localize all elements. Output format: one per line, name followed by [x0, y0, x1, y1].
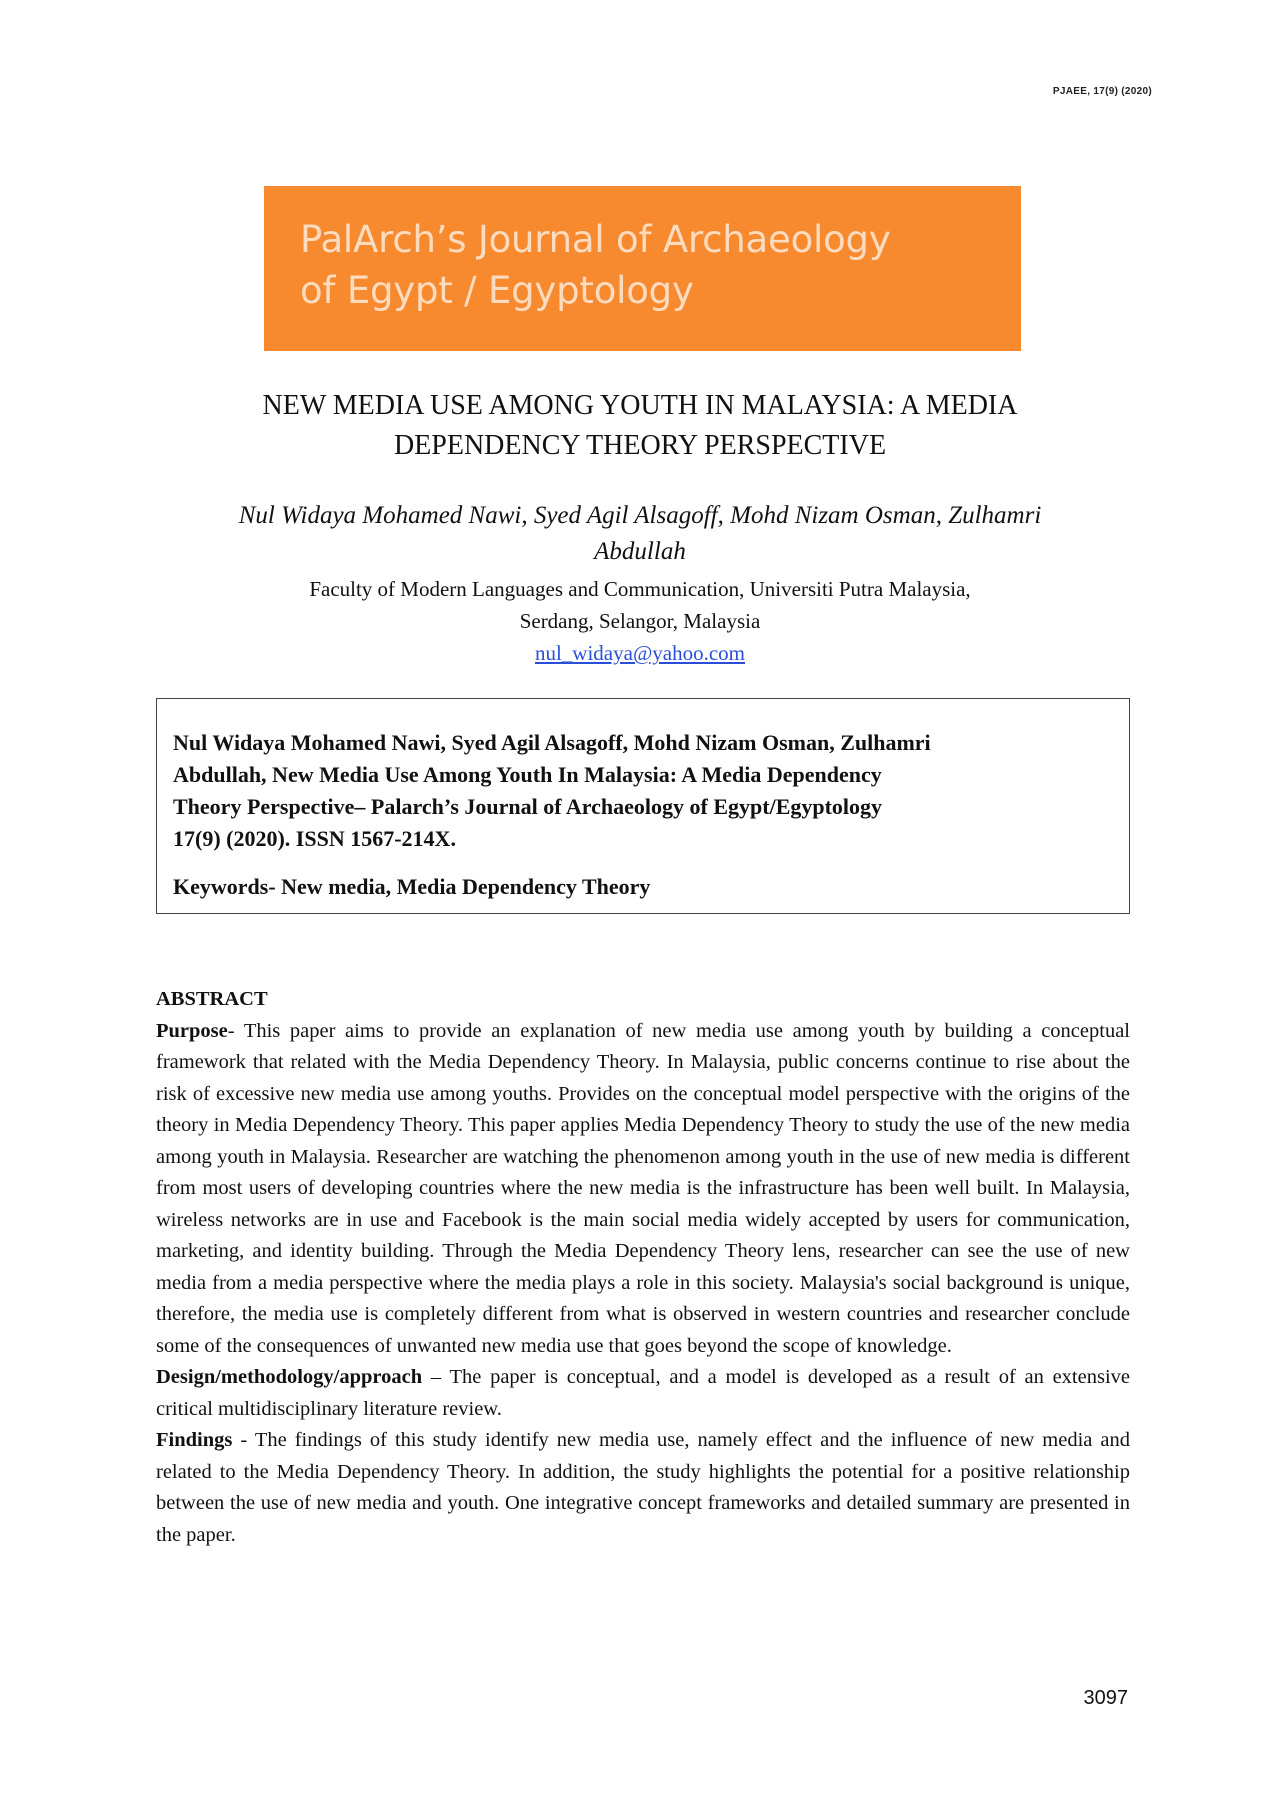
author-list [150, 498, 1130, 570]
purpose-text: - This paper aims to provide an explanation of new media use among youth by building a conceptual framework that related with the Media Dependency Theory. In Malaysia, public concerns continue to rise about the risk of excessive new media use among youths. Provides on the conceptual model perspective with the origins of the theory in Media Dependency Theory. This paper applies Media Dependency Theory to study the use of the new media among youth in Malaysia. Researcher are watching the phenomenon among youth in the use of new media is different from most users of developing countries where the new media is the infrastructure has been well built. In Malaysia, wireless networks are in use and Facebook is the main social media widely accepted by users for communication, marketing, and identity building. Through the Media Dependency Theory lens, researcher can see the use of new media from a media perspective where the media plays a role in this society. Malaysia's social background is unique, therefore, the media use is completely different from what is observed in western countries and researcher conclude some of the consequences of unwanted new media use that goes beyond the scope of knowledge. [156, 1019, 1130, 1357]
journal-banner [264, 186, 1021, 351]
abstract-heading: ABSTRACT [156, 988, 268, 1010]
banner-line-1: PalArch’s Journal of Archaeology [300, 218, 891, 261]
design-text: – The paper is conceptual, and a model is developed as a result of an extensive critical multidisciplinary literature review. [156, 1366, 1130, 1420]
authors-line-2: Abdullah [594, 538, 686, 565]
paper-title [150, 386, 1130, 466]
purpose-label: Purpose [156, 1019, 228, 1042]
affiliation-line-2: Serdang, Selangor, Malaysia [519, 609, 761, 633]
design-label: Design/methodology/approach [156, 1366, 423, 1388]
journal-reference: PJAEE, 17(9) (2020) [1052, 86, 1152, 97]
keywords: Keywords- New media, Media Dependency Theory [173, 874, 651, 899]
citation-text [173, 727, 1113, 855]
affiliation-line-1: Faculty of Modern Languages and Communication, Universiti Putra Malaysia, [309, 577, 971, 601]
citation-line-4: 17(9) (2020). ISSN 1567-214X. [173, 826, 456, 851]
findings-label: Findings [156, 1429, 233, 1451]
findings-text: - The findings of this study identify new media use, namely effect and the influence of new media and related to the Media Dependency Theory. In addition, the study highlights the potential for a positive relationship between the use of new media and youth. One integrative concept frameworks and detailed summary are presented in the paper. [156, 1429, 1130, 1546]
title-line-2: DEPENDENCY THEORY PERSPECTIVE [393, 430, 887, 461]
abstract-design [156, 1362, 1130, 1425]
citation-line-1: Nul Widaya Mohamed Nawi, Syed Agil Alsagoff, Mohd Nizam Osman, Zulhamri [173, 730, 931, 755]
banner-line-2: of Egypt / Egyptology [300, 269, 694, 312]
citation-line-2: Abdullah, New Media Use Among Youth In Malaysia: A Media Dependency [173, 762, 882, 787]
page-number: 3097 [1083, 1687, 1128, 1709]
author-email-link[interactable]: nul_widaya@yahoo.com [534, 641, 746, 665]
authors-line-1: Nul Widaya Mohamed Nawi, Syed Agil Alsagoff, Mohd Nizam Osman, Zulhamri [238, 502, 1042, 529]
abstract-findings [156, 1425, 1130, 1551]
citation-box [156, 698, 1130, 914]
abstract-section [156, 984, 1130, 1551]
abstract-purpose [156, 1016, 1130, 1363]
citation-line-3: Theory Perspective– Palarch’s Journal of Archaeology of Egypt/Egyptology [173, 794, 883, 819]
banner-title [300, 214, 891, 316]
affiliation [150, 573, 1130, 669]
title-line-1: NEW MEDIA USE AMONG YOUTH IN MALAYSIA: A MEDIA [262, 390, 1018, 421]
